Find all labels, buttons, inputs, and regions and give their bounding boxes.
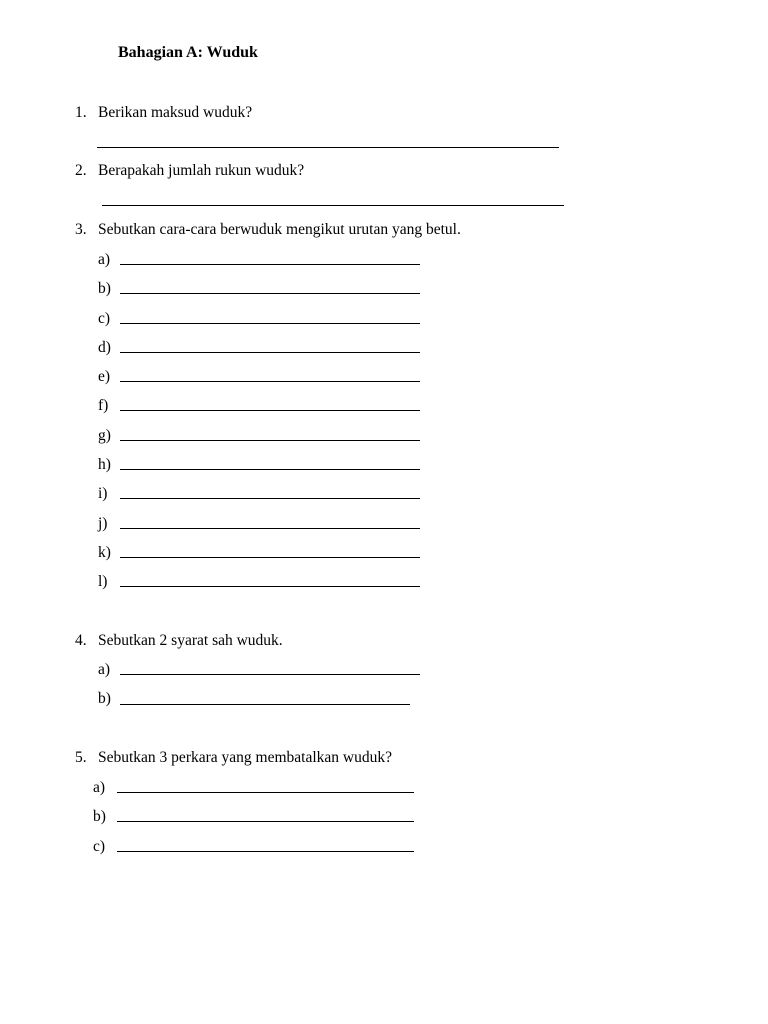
question-5-answer-line-c[interactable] [117, 851, 414, 852]
question-3-item-label: i) [98, 485, 108, 502]
question-5-text: Sebutkan 3 perkara yang membatalkan wuduk? [98, 749, 392, 766]
question-4-item-label: a) [98, 661, 111, 678]
question-3-item-label: j) [98, 515, 108, 532]
question-2-answer-line[interactable] [102, 205, 564, 206]
question-3-text: Sebutkan cara-cara berwuduk mengikut urutan yang betul. [98, 221, 461, 238]
question-3-answer-line-k[interactable] [120, 557, 420, 558]
question-3-answer-line-e[interactable] [120, 381, 420, 382]
question-4-number: 4. [75, 632, 87, 649]
question-2-number: 2. [75, 162, 87, 179]
question-3-answer-line-b[interactable] [120, 293, 420, 294]
question-3-item-label: l) [98, 573, 108, 590]
section-title: Bahagian A: Wuduk [118, 44, 258, 61]
question-5-number: 5. [75, 749, 87, 766]
question-3-answer-line-c[interactable] [120, 323, 420, 324]
question-5-answer-line-a[interactable] [117, 792, 414, 793]
question-3-item-label: e) [98, 368, 111, 385]
question-3-answer-line-i[interactable] [120, 498, 420, 499]
question-3-item-label: c) [98, 310, 111, 327]
question-1-answer-line[interactable] [97, 147, 559, 148]
question-3-item-label: f) [98, 397, 109, 414]
question-3-answer-line-l[interactable] [120, 586, 420, 587]
question-3-answer-line-g[interactable] [120, 440, 420, 441]
question-5-item-label: a) [93, 779, 106, 796]
question-4-item-label: b) [98, 690, 111, 707]
question-5-item-label: b) [93, 808, 106, 825]
question-3-answer-line-a[interactable] [120, 264, 420, 265]
question-1-number: 1. [75, 104, 87, 121]
question-5-item-label: c) [93, 838, 106, 855]
question-3-item-label: h) [98, 456, 111, 473]
question-5-answer-line-b[interactable] [117, 821, 414, 822]
question-3-item-label: b) [98, 280, 111, 297]
question-1-text: Berikan maksud wuduk? [98, 104, 253, 121]
question-4-text: Sebutkan 2 syarat sah wuduk. [98, 632, 283, 649]
question-3-answer-line-f[interactable] [120, 410, 420, 411]
question-3-item-label: d) [98, 339, 111, 356]
question-3-answer-line-j[interactable] [120, 528, 420, 529]
question-3-answer-line-d[interactable] [120, 352, 420, 353]
question-4-answer-line-b[interactable] [120, 704, 410, 705]
question-2-text: Berapakah jumlah rukun wuduk? [98, 162, 305, 179]
question-3-number: 3. [75, 221, 87, 238]
question-3-item-label: k) [98, 544, 111, 561]
question-3-item-label: a) [98, 251, 111, 268]
question-3-answer-line-h[interactable] [120, 469, 420, 470]
question-3-item-label: g) [98, 427, 111, 444]
question-4-answer-line-a[interactable] [120, 674, 420, 675]
